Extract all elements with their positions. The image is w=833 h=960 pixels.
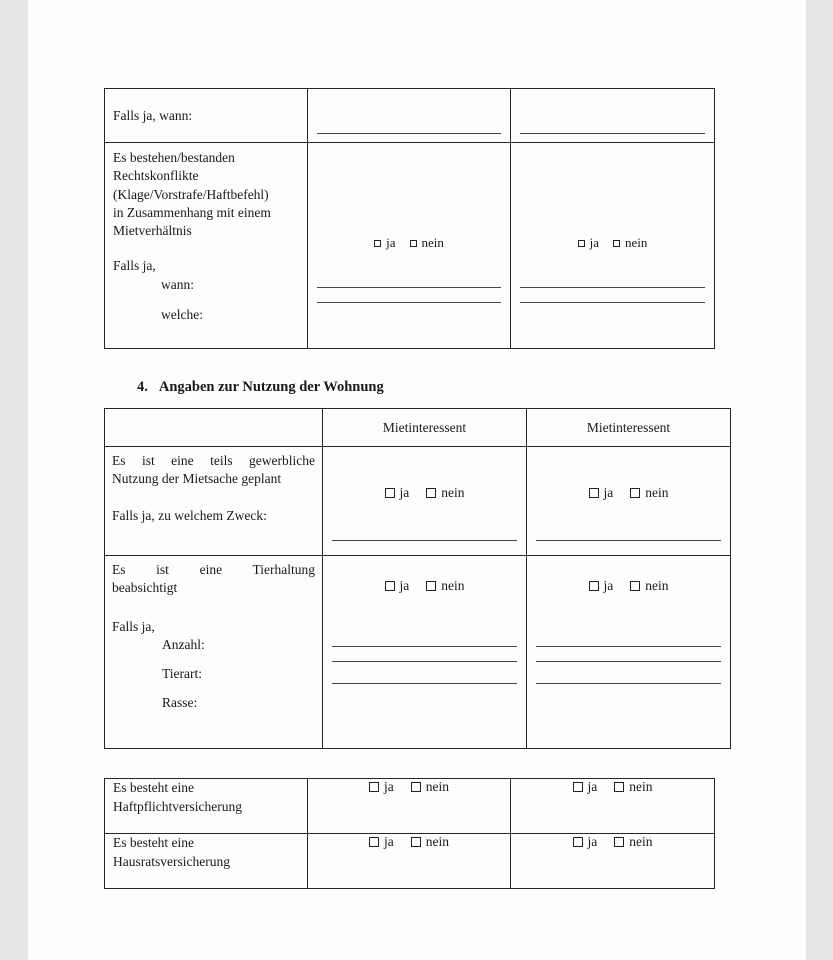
checkbox-ja[interactable] <box>369 837 379 847</box>
checkbox-group-nein <box>426 485 464 501</box>
checkbox-ja[interactable] <box>578 240 585 247</box>
checkbox-group-ja <box>589 578 614 594</box>
fill-in-line[interactable] <box>332 540 517 541</box>
checkbox-label-ja: ja <box>399 578 410 593</box>
checkbox-label-nein: nein <box>441 578 465 593</box>
label-line: Haftpflichtversicherung <box>113 798 242 814</box>
answer-cell <box>308 89 511 143</box>
checkbox-group-ja <box>589 485 614 501</box>
checkbox-nein[interactable] <box>614 782 624 792</box>
fill-in-line[interactable] <box>332 661 517 662</box>
label-line: Hausratsversicherung <box>113 853 230 869</box>
fill-in-line[interactable] <box>317 302 501 303</box>
table-row <box>105 447 731 556</box>
answer-cell <box>511 89 715 143</box>
row-label-rechtskonflikte <box>105 143 307 330</box>
answer-cell <box>308 143 511 349</box>
row-label-gewerbliche-nutzung <box>105 447 322 530</box>
label-cell <box>105 89 308 143</box>
checkbox-row <box>323 578 526 594</box>
checkbox-label-nein: nein <box>425 779 449 794</box>
fill-in-line[interactable] <box>536 683 721 684</box>
document-page <box>28 0 806 960</box>
answer-cell <box>323 556 527 749</box>
checkbox-ja[interactable] <box>573 782 583 792</box>
checkbox-label-ja: ja <box>603 578 614 593</box>
row-label-haftpflichtversicherung <box>105 779 307 816</box>
checkbox-group-nein <box>614 834 652 850</box>
checkbox-label-nein: nein <box>441 485 465 500</box>
label-line: Es besteht eine <box>113 780 194 795</box>
checkbox-nein[interactable] <box>411 837 421 847</box>
label-cell <box>105 447 323 556</box>
row-label-tierhaltung <box>105 556 322 718</box>
table-row <box>105 89 715 143</box>
checkbox-nein[interactable] <box>630 581 640 591</box>
fill-in-line[interactable] <box>536 646 721 647</box>
table-row <box>105 556 731 749</box>
checkbox-label-ja: ja <box>587 779 598 794</box>
checkbox-group-nein <box>630 578 668 594</box>
fill-in-line[interactable] <box>536 540 721 541</box>
checkbox-group-ja <box>369 779 394 795</box>
checkbox-group-ja <box>385 578 410 594</box>
table-versicherungen <box>104 778 715 889</box>
label-line: beabsichtigt <box>112 580 178 596</box>
checkbox-label-nein: nein <box>629 779 653 794</box>
checkbox-label-nein: nein <box>629 834 653 849</box>
checkbox-group-ja <box>369 834 394 850</box>
label-cell <box>105 779 308 834</box>
column-header-mietinteressent-2: Mietinteressent <box>586 419 671 435</box>
label-falls-ja: Falls ja, <box>113 258 156 274</box>
checkbox-ja[interactable] <box>369 782 379 792</box>
answer-cell <box>511 834 715 889</box>
answer-cell <box>527 556 731 749</box>
table-rechtskonflikte <box>104 88 715 349</box>
row-label-hausratsversicherung <box>105 834 307 871</box>
fill-in-line[interactable] <box>520 133 705 134</box>
checkbox-row <box>511 235 714 251</box>
answer-cell <box>308 779 511 834</box>
fill-in-line[interactable] <box>520 287 705 288</box>
label-rasse: Rasse: <box>162 695 198 711</box>
checkbox-group-nein <box>410 235 444 251</box>
fill-in-line[interactable] <box>317 287 501 288</box>
table-header-row <box>105 409 731 447</box>
checkbox-group-nein <box>411 834 449 850</box>
checkbox-label-nein: nein <box>425 834 449 849</box>
checkbox-row <box>323 485 526 501</box>
label-line: Rechtskonflikte <box>113 168 199 184</box>
checkbox-label-ja: ja <box>384 834 394 849</box>
answer-cell <box>308 834 511 889</box>
checkbox-row <box>527 485 730 501</box>
checkbox-label-nein: nein <box>645 578 669 593</box>
checkbox-group-ja <box>374 235 395 251</box>
column-header-mietinteressent-1: Mietinteressent <box>382 419 467 435</box>
checkbox-nein[interactable] <box>426 488 436 498</box>
checkbox-row <box>308 779 510 795</box>
checkbox-label-ja: ja <box>589 235 599 250</box>
label-cell <box>105 834 308 889</box>
checkbox-group-ja <box>385 485 410 501</box>
checkbox-ja[interactable] <box>385 488 395 498</box>
fill-in-line[interactable] <box>520 302 705 303</box>
section-title: Angaben zur Nutzung der Wohnung <box>158 379 384 395</box>
checkbox-nein[interactable] <box>426 581 436 591</box>
checkbox-group-nein <box>613 235 647 251</box>
checkbox-nein[interactable] <box>630 488 640 498</box>
table-row <box>105 143 715 349</box>
checkbox-group-ja <box>578 235 599 251</box>
checkbox-nein[interactable] <box>410 240 417 247</box>
section-number: 4. <box>137 379 148 395</box>
fill-in-line[interactable] <box>332 683 517 684</box>
answer-cell <box>323 447 527 556</box>
label-cell <box>105 143 308 349</box>
label-line: in Zusammenhang mit einem <box>113 204 271 220</box>
checkbox-label-nein: nein <box>625 235 648 250</box>
label-anzahl: Anzahl: <box>162 636 205 652</box>
label-falls-ja: Falls ja, <box>112 618 155 634</box>
section-heading <box>137 379 384 396</box>
checkbox-group-nein <box>630 485 668 501</box>
checkbox-group-ja <box>573 779 598 795</box>
fill-in-line[interactable] <box>332 646 517 647</box>
table-row <box>105 834 715 889</box>
label-line: Es ist eine teils gewerbliche <box>112 453 315 468</box>
checkbox-label-nein: nein <box>645 485 669 500</box>
checkbox-ja[interactable] <box>573 837 583 847</box>
answer-cell <box>527 447 731 556</box>
checkbox-ja[interactable] <box>589 488 599 498</box>
row-label-falls-ja-wann: Falls ja, wann: <box>113 107 193 123</box>
table-row <box>105 779 715 834</box>
label-cell <box>105 556 323 749</box>
checkbox-group-ja <box>573 834 598 850</box>
checkbox-ja[interactable] <box>589 581 599 591</box>
label-line: Es besteht eine <box>113 835 194 850</box>
checkbox-nein[interactable] <box>613 240 620 247</box>
checkbox-group-nein <box>426 578 464 594</box>
checkbox-row <box>527 578 730 594</box>
header-cell <box>527 409 731 447</box>
checkbox-label-ja: ja <box>386 235 396 250</box>
checkbox-row <box>308 235 510 251</box>
label-line: Es ist eine Tierhaltung <box>112 562 315 577</box>
answer-cell <box>511 143 715 349</box>
fill-in-line[interactable] <box>317 133 501 134</box>
checkbox-ja[interactable] <box>374 240 381 247</box>
header-cell-empty <box>105 409 323 447</box>
answer-cell <box>511 779 715 834</box>
checkbox-row <box>308 834 510 850</box>
checkbox-label-ja: ja <box>399 485 410 500</box>
checkbox-label-ja: ja <box>603 485 614 500</box>
header-cell <box>323 409 527 447</box>
checkbox-ja[interactable] <box>385 581 395 591</box>
checkbox-row <box>511 834 714 850</box>
checkbox-label-ja: ja <box>384 779 394 794</box>
checkbox-nein[interactable] <box>411 782 421 792</box>
label-line: Nutzung der Mietsache geplant <box>112 471 282 487</box>
checkbox-row <box>511 779 714 795</box>
checkbox-nein[interactable] <box>614 837 624 847</box>
checkbox-label-nein: nein <box>421 235 444 250</box>
label-line: Es bestehen/bestanden <box>113 150 235 165</box>
label-tierart: Tierart: <box>162 666 202 682</box>
fill-in-line[interactable] <box>536 661 721 662</box>
table-nutzung <box>104 408 731 749</box>
label-line: Mietverhältnis <box>113 223 192 239</box>
checkbox-group-nein <box>614 779 652 795</box>
label-wann: wann: <box>161 276 194 292</box>
checkbox-group-nein <box>411 779 449 795</box>
label-falls-ja-zweck: Falls ja, zu welchem Zweck: <box>112 507 267 523</box>
label-welche: welche: <box>161 307 203 323</box>
checkbox-label-ja: ja <box>587 834 598 849</box>
label-line: (Klage/Vorstrafe/Haftbefehl) <box>113 186 269 202</box>
